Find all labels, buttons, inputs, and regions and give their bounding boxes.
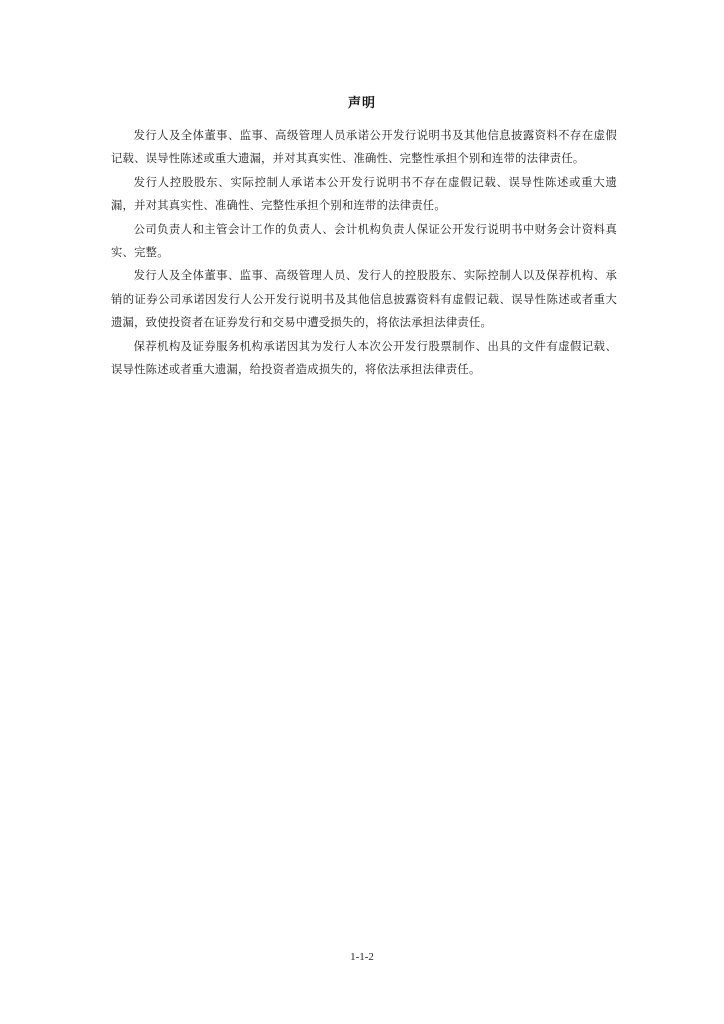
paragraph: 发行人及全体董事、监事、高级管理人员、发行人的控股股东、实际控制人以及保荐机构、承销的证券公司承诺因发行人公开发行说明书及其他信息披露资料有虚假记载、误导性陈述或者重大遗漏，致使投资者在证券发行和交易中遭受损失的，将依法承担法律责任。 [111, 269, 617, 330]
paragraph: 保荐机构及证券服务机构承诺因其为发行人本次公开发行股票制作、出具的文件有虚假记载、误导性陈述或者重大遗漏，给投资者造成损失的，将依法承担法律责任。 [111, 339, 617, 377]
page-title: 声明 [347, 96, 376, 111]
paragraph: 发行人控股股东、实际控制人承诺本公开发行说明书不存在虚假记载、误导性陈述或重大遗漏，并对其真实性、准确性、完整性承担个别和连带的法律责任。 [111, 175, 617, 213]
paragraph: 公司负责人和主管会计工作的负责人、会计机构负责人保证公开发行说明书中财务会计资料真实、完整。 [111, 222, 617, 260]
page-number: 1-1-2 [350, 951, 374, 963]
paragraph: 发行人及全体董事、监事、高级管理人员承诺公开发行说明书及其他信息披露资料不存在虚假记载、误导性陈述或重大遗漏，并对其真实性、准确性、完整性承担个别和连带的法律责任。 [111, 129, 617, 166]
declaration-body [111, 124, 617, 381]
